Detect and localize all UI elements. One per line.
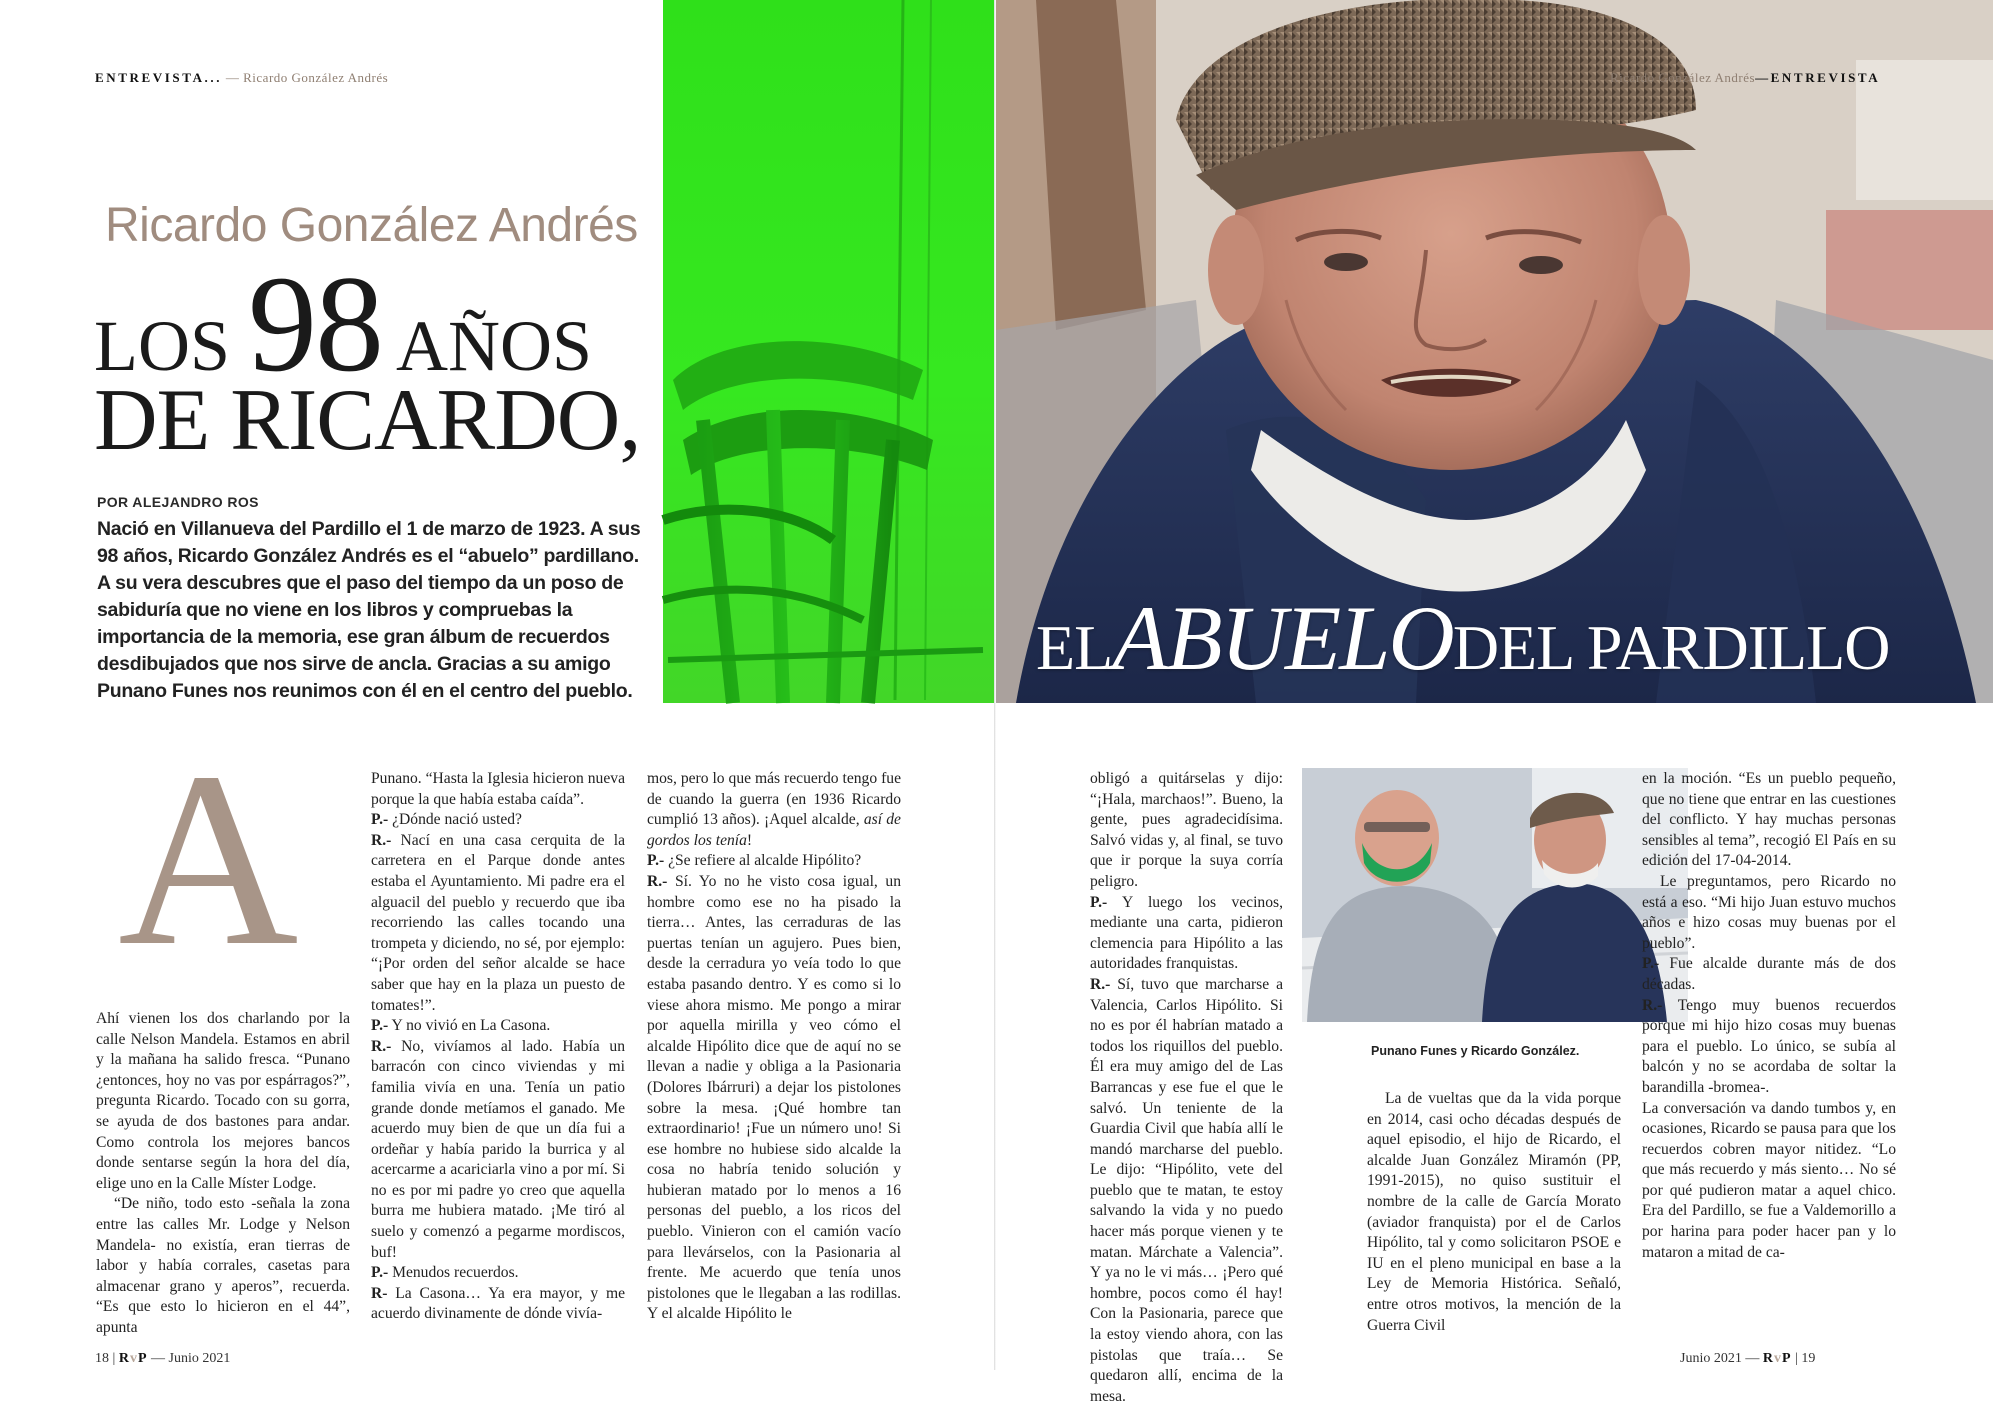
- col4-paragraph-1: obligó a quitárselas y dijo: “¡Hala, marchaos!”. Bueno, la gente, pues agradecidísima. Salvó vidas y, al final, se tuvo que ir porque la suya corría peligro.: [1090, 770, 1283, 890]
- title-anos: AÑOS: [382, 306, 593, 386]
- a-label: R.-: [1642, 996, 1663, 1014]
- col5-paragraph-1: La de vueltas que da la vida porque en 2014, casi ocho décadas después de aquel episodio, el hijo de Ricardo, el alcalde Juan González Miramón (PP, 1991-2015), no quiso sustituir el nombre de la calle de García Morato (aviador franquista) por el de Carlos Hipólito, tal y como solicitaron PSOE e IU en el pleno municipal en base a la Ley de Memoria Histórica. Señaló, entre otros motivos, la mención de la Guerra Civil: [1367, 1090, 1621, 1334]
- col6-answer-1: R.- Tengo muy buenos recuerdos porque mi hijo hizo cosas muy buenas para el pueblo. Lo único, se subía al balcón y no se acordaba de soltar la barandilla -bromea-.: [1642, 996, 1896, 1096]
- col6-question-1: P.- Fue alcalde durante más de dos décadas.: [1642, 955, 1896, 993]
- running-head-right: [1610, 70, 1880, 86]
- intro-paragraph: Nació en Villanueva del Pardillo el 1 de marzo de 1923. A sus 98 años, Ricardo González Andrés es el “abuelo” pardillano. A su vera descubres que el paso del tiempo da un poso de sabiduría que no viene en los libros y compruebas la importancia de la memoria, ese gran álbum de recuerdos desdibujados que nos sirve de ancla. Gracias a su amigo Punano Funes nos reunimos con él en el centro del pueblo.: [97, 518, 641, 702]
- col2-paragraph-1: Punano. “Hasta la Iglesia hicieron nueva porque la que había estaba caída”.: [371, 770, 625, 808]
- running-head-name: Ricardo González Andrés: [1610, 70, 1756, 85]
- chairs-illustration: [663, 0, 997, 703]
- col1-paragraph-1: Ahí vienen los dos charlando por la calle Nelson Mandela. Estamos en abril y la mañana ha salido fresca. “Punano ¿entonces, hoy no vas por espárragos?”, pregunta Ricardo. Tocado con su gorra, se ayuda de dos bastones para andar. Como controla los mejores bancos donde sentarse según la hora del día, elige uno en la Calle Míster Lodge.: [96, 1010, 350, 1192]
- running-head-section: —ENTREVISTA: [1755, 70, 1881, 85]
- running-head-section: ENTREVISTA...: [95, 70, 223, 85]
- q-label: P.-: [1642, 955, 1660, 973]
- q-label: P.-: [647, 852, 665, 870]
- drop-cap: A: [118, 721, 299, 998]
- a-label: R.-: [371, 831, 392, 849]
- feature-title-el: EL: [1036, 612, 1113, 683]
- portrait-photo: [996, 0, 1993, 703]
- article-column-3: [647, 769, 901, 1325]
- right-page: [996, 0, 1993, 1405]
- col6-paragraph-2: Le preguntamos, pero Ricardo no está a eso. “Mi hijo Juan estuvo muchos años e hizo cosas muy buenas por el pueblo”.: [1642, 872, 1896, 952]
- col2-question-1: P.- ¿Dónde nació usted?: [371, 811, 522, 829]
- q-label: P.-: [371, 1264, 389, 1282]
- byline: POR ALEJANDRO ROS: [97, 494, 259, 510]
- two-men-photo: [1302, 768, 1688, 1022]
- col2-answer-3: R- La Casona… Ya era mayor, y me acuerdo divinamente de dónde vivía-: [371, 1284, 625, 1323]
- article-column-2: [371, 769, 625, 1325]
- col2-question-3: P.- Menudos recuerdos.: [371, 1264, 519, 1282]
- article-column-4: [1090, 769, 1283, 1407]
- green-chairs-photo: [663, 0, 997, 703]
- a-label: R-: [371, 1284, 388, 1302]
- a-label: R.-: [647, 872, 668, 890]
- title-line-2: DE RICARDO,: [94, 372, 641, 469]
- title-los: LOS: [94, 306, 249, 386]
- col3-answer-1: R.- Sí. Yo no he visto cosa igual, un hombre como ese no ha pisado la tierra… Antes, las cerraduras de las puertas tenían un agujero. Pues bien, desde la cerradura yo veía todo lo que estaba pasando dentro. Y es como si lo viese ahora mismo. Me pongo a mirar por aquella mirilla y veo cómo el alcalde Hipólito dice que de aquí no se llevan a nadie y obliga a la Pasionaria (Dolores Ibárruri) a dejar los pistolones sobre la mesa. ¡Qué hombre tan extraordinario! ¡Fue un número uno! Si ese hombre no hubiese sido alcalde la cosa no habría tenido solución y hubieran matado por lo menos a 16 personas del pueblo, a los ricos del pueblo. Vinieron con el camión vacío para llevárselos, con la Pasionaria al frente. Me acuerdo que tenía unos pistolones que le llegaban a las rodillas. Y el alcalde Hipólito le: [647, 872, 901, 1323]
- a-label: R.-: [371, 1037, 392, 1055]
- title-number: 98: [248, 247, 383, 400]
- article-column-6: [1642, 769, 1896, 1263]
- magazine-logo: RvP: [118, 1351, 148, 1366]
- feature-title-del-pardillo: DEL PARDILLO: [1452, 612, 1890, 683]
- q-label: P.-: [371, 1017, 389, 1035]
- running-head-name: — Ricardo González Andrés: [222, 70, 389, 85]
- col4-answer-1: R.- Sí, tuvo que marcharse a Valencia, Carlos Hipólito. Si no es por él habrían matado a todos los riquillos del pueblo. Él era muy amigo del de Las Barrancas y ese fue el que le salvó. Un teniente de la Guardia Civil que había allí le mandó marcharse del pueblo. Le dijo: “Hipólito, vete del pueblo que te matan, te estoy salvando la vida y no puedo hacer más porque vienen y te matan. Márchate a Valencia”. Y ya no le vi más… ¡Pero qué hombre, pocos como él hay! Con la Pasionaria, parece que la estoy viendo ahora, con las pistolas que traía… Se quedaron allí, encima de la mesa.: [1090, 975, 1283, 1405]
- folio-right: Junio 2021 — RvP | 19: [1680, 1351, 1816, 1366]
- col2-question-2: P.- Y no vivió en La Casona.: [371, 1017, 551, 1035]
- q-label: P.-: [371, 811, 389, 829]
- photo-caption: Punano Funes y Ricardo González.: [1371, 1044, 1580, 1058]
- col3-question-1: P.- ¿Se refiere al alcalde Hipólito?: [647, 852, 862, 870]
- q-label: P.-: [1090, 893, 1108, 911]
- col4-question-1: P.- Y luego los vecinos, mediante una carta, pidieron clemencia para Hipólito a las autoridades franquistas.: [1090, 893, 1283, 973]
- running-head-left: [95, 70, 388, 86]
- folio-left: 18 | RvP — Junio 2021: [95, 1351, 231, 1366]
- article-column-5: [1367, 1089, 1621, 1336]
- col1-paragraph-2: “De niño, todo esto -señala la zona entre las calles Mr. Lodge y Nelson Mandela- no existía, eran tierras de labor y había corrales, casetas para almacenar grano y aperos”, recuerda. “Es que esto lo hicieron en el 44”, apunta: [96, 1195, 350, 1336]
- col2-answer-1: R.- Nací en una casa cerquita de la carretera en el Parque donde antes estaba el Ayuntamiento. Mi padre era el alguacil del pueblo y recuerdo que iba recorriendo las calles tocando una trompeta y diciendo, no sé, por ejemplo: “¡Por orden del señor alcalde se hace saber que hay en la plaza un puesto de tomates!”.: [371, 831, 625, 1014]
- interviewee-name: Ricardo González Andrés: [105, 199, 638, 252]
- article-title: [94, 247, 641, 469]
- article-column-1: [96, 1009, 350, 1339]
- feature-title: [1036, 587, 1890, 689]
- col6-paragraph-1: en la moción. “Es un pueblo pequeño, que no tiene que entrar en las cuestiones del conflicto. Y hay muchas personas sensibles al tema”, recogió El País en su edición del 17-04-2014.: [1642, 770, 1896, 870]
- inset-photo: [1302, 768, 1688, 1022]
- feature-title-abuelo: ABUELO: [1112, 587, 1453, 689]
- col2-answer-2: R.- No, vivíamos al lado. Había un barracón con cinco viviendas y mi familia vivía en una. Tenía un patio grande donde metíamos el ganado. Me acuerdo muy bien de que un día fui a ordeñar y había parido la burrica y al acercarme a acariciarla vino a por mí. Si no es por mi padre yo creo que aquella burra me hubiera matado. ¡Me tiró al suelo y comenzó a pegarme mordiscos, buf!: [371, 1037, 625, 1261]
- magazine-logo: RvP: [1762, 1351, 1792, 1366]
- col3-paragraph-1: mos, pero lo que más recuerdo tengo fue de cuando la guerra (en 1936 Ricardo cumplió 13 años). ¡Aquel alcalde, así de gordos los tenía!: [647, 770, 901, 849]
- a-label: R.-: [1090, 975, 1111, 993]
- col6-paragraph-3: La conversación va dando tumbos y, en ocasiones, Ricardo se pausa para que los recuerdos cobren mayor nitidez. “Lo que más recuerdo y más siento… No sé por qué pudieron matar a aquel chico. Era del Pardillo, se fue a Valdemorillo a por harina para poder hacer pan y lo mataron a mitad de ca-: [1642, 1099, 1896, 1261]
- left-page: [0, 0, 996, 1370]
